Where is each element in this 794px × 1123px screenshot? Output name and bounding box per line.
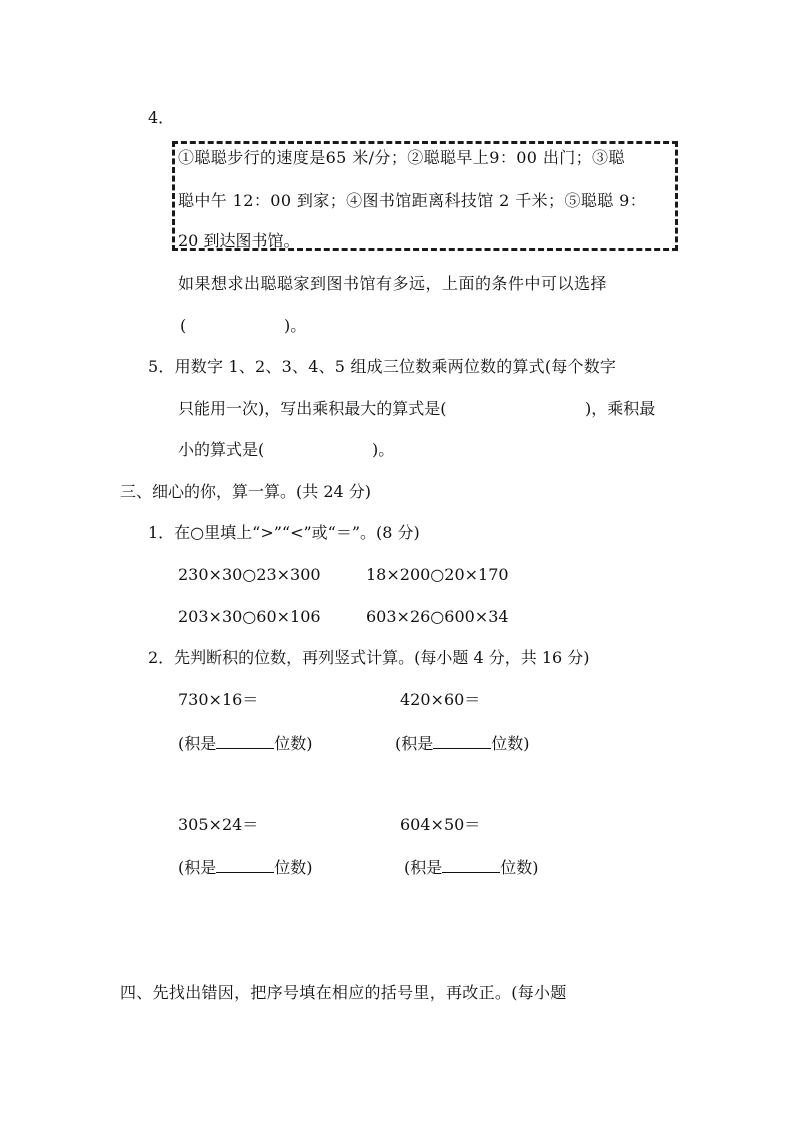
condition-line-3: 20 到达图书馆。 bbox=[178, 231, 300, 250]
q4-number: 4． bbox=[148, 108, 175, 127]
answer-prefix: (积是 bbox=[404, 858, 443, 877]
q5-line-3-start: 小的算式是( bbox=[178, 440, 265, 459]
answer-blank[interactable] bbox=[216, 856, 274, 873]
answer-blank[interactable] bbox=[442, 856, 500, 873]
digit-count-answer bbox=[395, 732, 530, 754]
q5-line-2-end: )，乘积最 bbox=[585, 399, 656, 418]
calc-expression: 305×24＝ bbox=[178, 815, 259, 834]
compare-item: 230×30○23×300 bbox=[178, 565, 321, 584]
s3-q1-title: 1．在○里填上“>”“<”或“＝”。(8 分) bbox=[148, 523, 420, 542]
condition-line-2: 聪中午 12：00 到家；④图书馆距离科技馆 2 千米；⑤聪聪 9： bbox=[178, 191, 647, 210]
digit-count-answer bbox=[178, 856, 313, 878]
q5-line-3-end: )。 bbox=[372, 440, 395, 459]
compare-item: 203×30○60×106 bbox=[178, 607, 321, 626]
answer-suffix: 位数) bbox=[274, 858, 313, 877]
condition-line-1: ①聪聪步行的速度是65 米/分；②聪聪早上9：00 出门；③聪 bbox=[178, 148, 625, 167]
digit-count-answer bbox=[178, 732, 313, 754]
calc-expression: 730×16＝ bbox=[178, 690, 259, 709]
compare-item: 603×26○600×34 bbox=[366, 607, 509, 626]
q5-line-2-start: 只能用一次)，写出乘积最大的算式是( bbox=[178, 399, 447, 418]
compare-item: 18×200○20×170 bbox=[366, 565, 509, 584]
answer-suffix: 位数) bbox=[491, 734, 530, 753]
section4-title: 四、先找出错因，把序号填在相应的括号里，再改正。(每小题 bbox=[120, 983, 567, 1002]
s3-q2-title: 2．先判断积的位数，再列竖式计算。(每小题 4 分，共 16 分) bbox=[148, 648, 590, 667]
answer-blank[interactable] bbox=[216, 732, 274, 749]
calc-expression: 420×60＝ bbox=[400, 690, 481, 709]
q4-question: 如果想求出聪聪家到图书馆有多远，上面的条件中可以选择 bbox=[178, 274, 608, 293]
q4-answer-close: )。 bbox=[284, 316, 307, 335]
answer-prefix: (积是 bbox=[178, 858, 217, 877]
section3-title: 三、细心的你，算一算。(共 24 分) bbox=[120, 482, 372, 501]
answer-prefix: (积是 bbox=[178, 734, 217, 753]
q5-line-1: 5．用数字 1、2、3、4、5 组成三位数乘两位数的算式(每个数字 bbox=[148, 357, 617, 376]
answer-blank[interactable] bbox=[433, 732, 491, 749]
q4-answer-open: ( bbox=[180, 316, 187, 335]
answer-suffix: 位数) bbox=[274, 734, 313, 753]
answer-prefix: (积是 bbox=[395, 734, 434, 753]
digit-count-answer bbox=[404, 856, 539, 878]
calc-expression: 604×50＝ bbox=[400, 815, 481, 834]
answer-suffix: 位数) bbox=[500, 858, 539, 877]
